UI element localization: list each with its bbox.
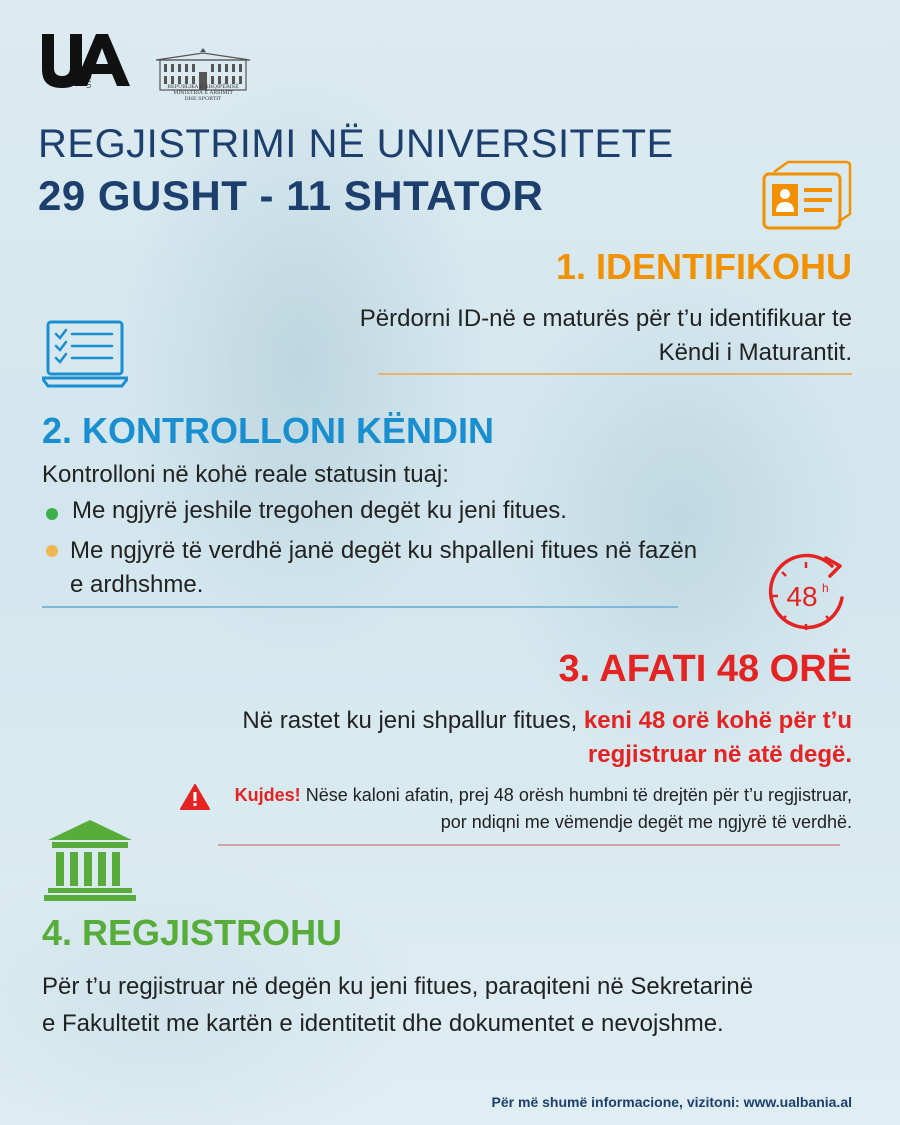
yellow-bullet bbox=[46, 545, 58, 557]
warning-icon bbox=[180, 784, 210, 810]
green-bullet bbox=[46, 508, 58, 520]
step4-text: Për t’u regjistruar në degën ku jeni fitues, paraqiteni në Sekretarinë e Fakultetit me kartën e identitetit dhe dokumentet e nevojshme. bbox=[42, 973, 754, 1037]
step3-warning bbox=[222, 782, 852, 836]
step2-bullet-yellow: Me ngjyrë të verdhë janë degët ku shpalleni fitues në fazën e ardhshme. bbox=[70, 537, 698, 598]
step2-heading: 2. KONTROLLONI KËNDIN bbox=[42, 410, 495, 451]
clock-48-number: 48 bbox=[786, 581, 818, 612]
ministry-caption-line1: REPUBLIKA E SHQIPËRISË bbox=[167, 84, 239, 90]
clock-48h-icon bbox=[758, 548, 854, 644]
step2-divider bbox=[42, 606, 678, 608]
ministry-caption-line2: MINISTRIA E ARSIMIT bbox=[173, 90, 233, 96]
step1-heading: 1. IDENTIFIKOHU bbox=[555, 246, 852, 287]
step2-bullet-green: Me ngjyrë jeshile tregohen degët ku jeni fitues. bbox=[72, 497, 567, 524]
title-line2-dates: 29 GUSHT - 11 SHTATOR bbox=[38, 172, 544, 219]
footer-website[interactable]: Për më shumë informacione, vizitoni: www.ualbania.al bbox=[491, 1094, 852, 1110]
step4-heading: 4. REGJISTROHU bbox=[42, 912, 343, 953]
warning-label: Kujdes! bbox=[234, 785, 301, 805]
step3-heading: 3. AFATI 48 ORË bbox=[558, 648, 852, 690]
step1-divider bbox=[378, 373, 852, 375]
step3-text-highlight: keni 48 orë kohë për t’u regjistruar në atë degë. bbox=[583, 707, 852, 768]
ministry-caption bbox=[150, 84, 256, 102]
clock-hour-sup: h bbox=[822, 581, 829, 595]
step3-text-plain: Në rastet ku jeni shpallur fitues, bbox=[242, 707, 584, 734]
step3-text bbox=[212, 704, 852, 772]
ua-logo-text: U ALBANIA bbox=[87, 56, 93, 88]
step3-divider bbox=[218, 844, 840, 846]
step2-intro: Kontrolloni në kohë reale statusin tuaj: bbox=[42, 461, 449, 488]
university-building-icon bbox=[44, 818, 136, 902]
warning-text: Nëse kaloni afatin, prej 48 orësh humbni të drejtën për t’u regjistruar, por ndiqni me vëmendje degët me ngjyrë të verdhë. bbox=[300, 785, 852, 832]
ministry-caption-line3: DHE SPORTIT bbox=[184, 96, 222, 102]
title-line1: REGJISTRIMI NË UNIVERSITETE bbox=[38, 122, 674, 166]
checklist-laptop-icon bbox=[42, 320, 128, 390]
ualbania-logo bbox=[38, 28, 134, 92]
step1-text: Përdorni ID-në e maturës për t’u identifikuar te Këndi i Maturantit. bbox=[359, 305, 852, 366]
id-card-icon bbox=[760, 160, 852, 234]
